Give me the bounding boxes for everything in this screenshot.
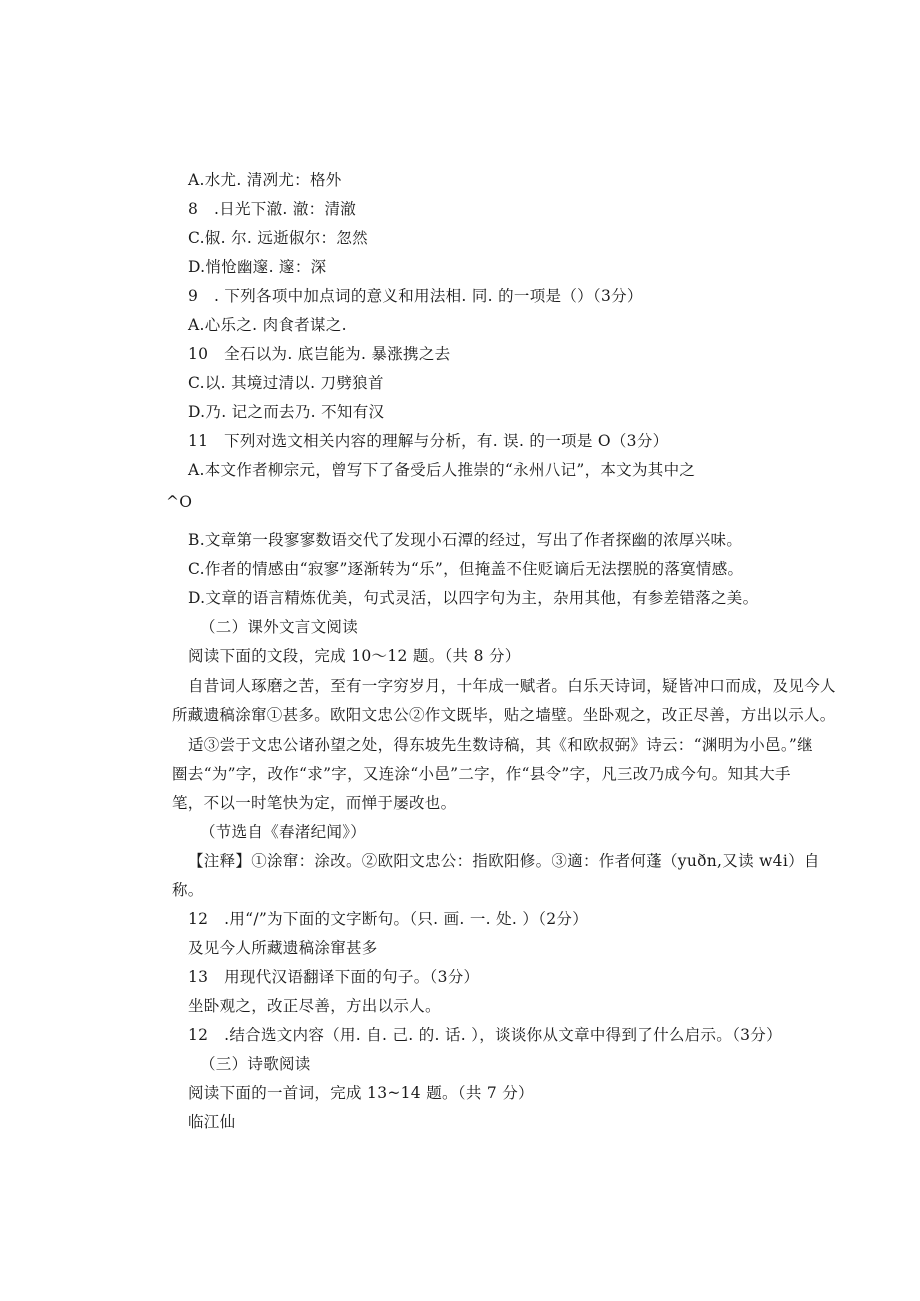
option-a-line: A.本文作者柳宗元，曾写下了备受后人推崇的“永州八记”，本文为其中之 — [188, 461, 696, 479]
question-12: 12 .用“/”为下面的文字断句。（只. 画. 一. 处. ）（2分） — [188, 910, 588, 928]
option-c-line: C.俶. 尔. 远逝俶尔：忽然 — [188, 229, 368, 247]
section-heading: （三）诗歌阅读 — [200, 1055, 311, 1073]
passage-source: （节选自《春渚纪闻》） — [200, 823, 367, 841]
passage-paragraph-line: 笔，不以一时笔快为定，而惮于屡改也。 — [172, 794, 457, 812]
passage-paragraph-line: 适③尝于文忠公诸孙望之处，得东坡先生数诗稿，其《和欧叔弼》诗云：“渊明为小邑。”继 — [188, 736, 813, 754]
option-a-continuation: ^O — [166, 493, 193, 511]
question-text-line: 及见今人所藏遗稿涂窜甚多 — [188, 939, 378, 957]
annotation-line: 称。 — [172, 881, 204, 899]
reading-instruction: 阅读下面的一首词，完成 13~14 题。（共 7 分） — [188, 1084, 534, 1102]
option-b-line: B.文章第一段寥寥数语交代了发现小石潭的经过，写出了作者探幽的浓厚兴味。 — [188, 531, 743, 549]
passage-paragraph-line: 自昔词人琢磨之苦，至有一字穷岁月，十年成一赋者。白乐天诗词，疑皆冲口而成，及见今人 — [188, 677, 836, 695]
annotation-line: 【注释】①涂窜：涂改。②欧阳文忠公：指欧阳修。③適：作者何蓬（yuðn,又读 w4i）自 — [188, 852, 820, 870]
question-11: 11 下列对选文相关内容的理解与分析，有. 误. 的一项是 O（3分） — [188, 432, 669, 450]
option-b-line: 8 .日光下澈. 澈：清澈 — [188, 200, 357, 218]
passage-paragraph-line: 圈去“为”字，改作“求”字，又连涂“小邑”二字，作“县令”字，凡三改乃成今句。知其大手 — [172, 765, 791, 783]
option-d-line: D.文章的语言精炼优美，句式灵活，以四字句为主，杂用其他，有参差错落之美。 — [188, 589, 759, 607]
question-9: 9 . 下列各项中加点词的意义和用法相. 同. 的一项是（）（3分） — [188, 287, 643, 305]
section-heading: （二）课外文言文阅读 — [200, 618, 359, 636]
reading-instruction: 阅读下面的文段，完成 10～12 题。（共 8 分） — [188, 647, 521, 665]
question-12-repeat: 12 .结合选文内容（用. 自. 己. 的. 话. ），谈谈你从文章中得到了什么启示。（3分） — [188, 1026, 782, 1044]
question-13: 13 用现代汉语翻译下面的句子。（3分） — [188, 968, 480, 986]
option-a-line: A.水尤. 清冽尤：格外 — [188, 171, 342, 189]
question-text-line: 坐卧观之，改正尽善，方出以示人。 — [188, 997, 441, 1015]
option-a-line: A.心乐之. 肉食者谋之. — [188, 316, 347, 334]
option-d-line: D.悄怆幽邃. 邃：深 — [188, 258, 327, 276]
passage-paragraph-line: 所藏遗稿涂窜①甚多。欧阳文忠公②作文既毕，贴之墙壁。坐卧观之，改正尽善，方出以示人。 — [172, 706, 836, 724]
option-d-line: D.乃. 记之而去乃. 不知有汉 — [188, 403, 385, 421]
option-c-line: C.作者的情感由“寂寥”逐渐转为“乐”，但掩盖不住贬谪后无法摆脱的落寞情感。 — [188, 560, 744, 578]
option-b-line: 10 全石以为. 底岂能为. 暴涨携之去 — [188, 345, 451, 363]
option-c-line: C.以. 其境过清以. 刀劈狼首 — [188, 374, 384, 392]
poem-title: 临江仙 — [188, 1113, 236, 1131]
